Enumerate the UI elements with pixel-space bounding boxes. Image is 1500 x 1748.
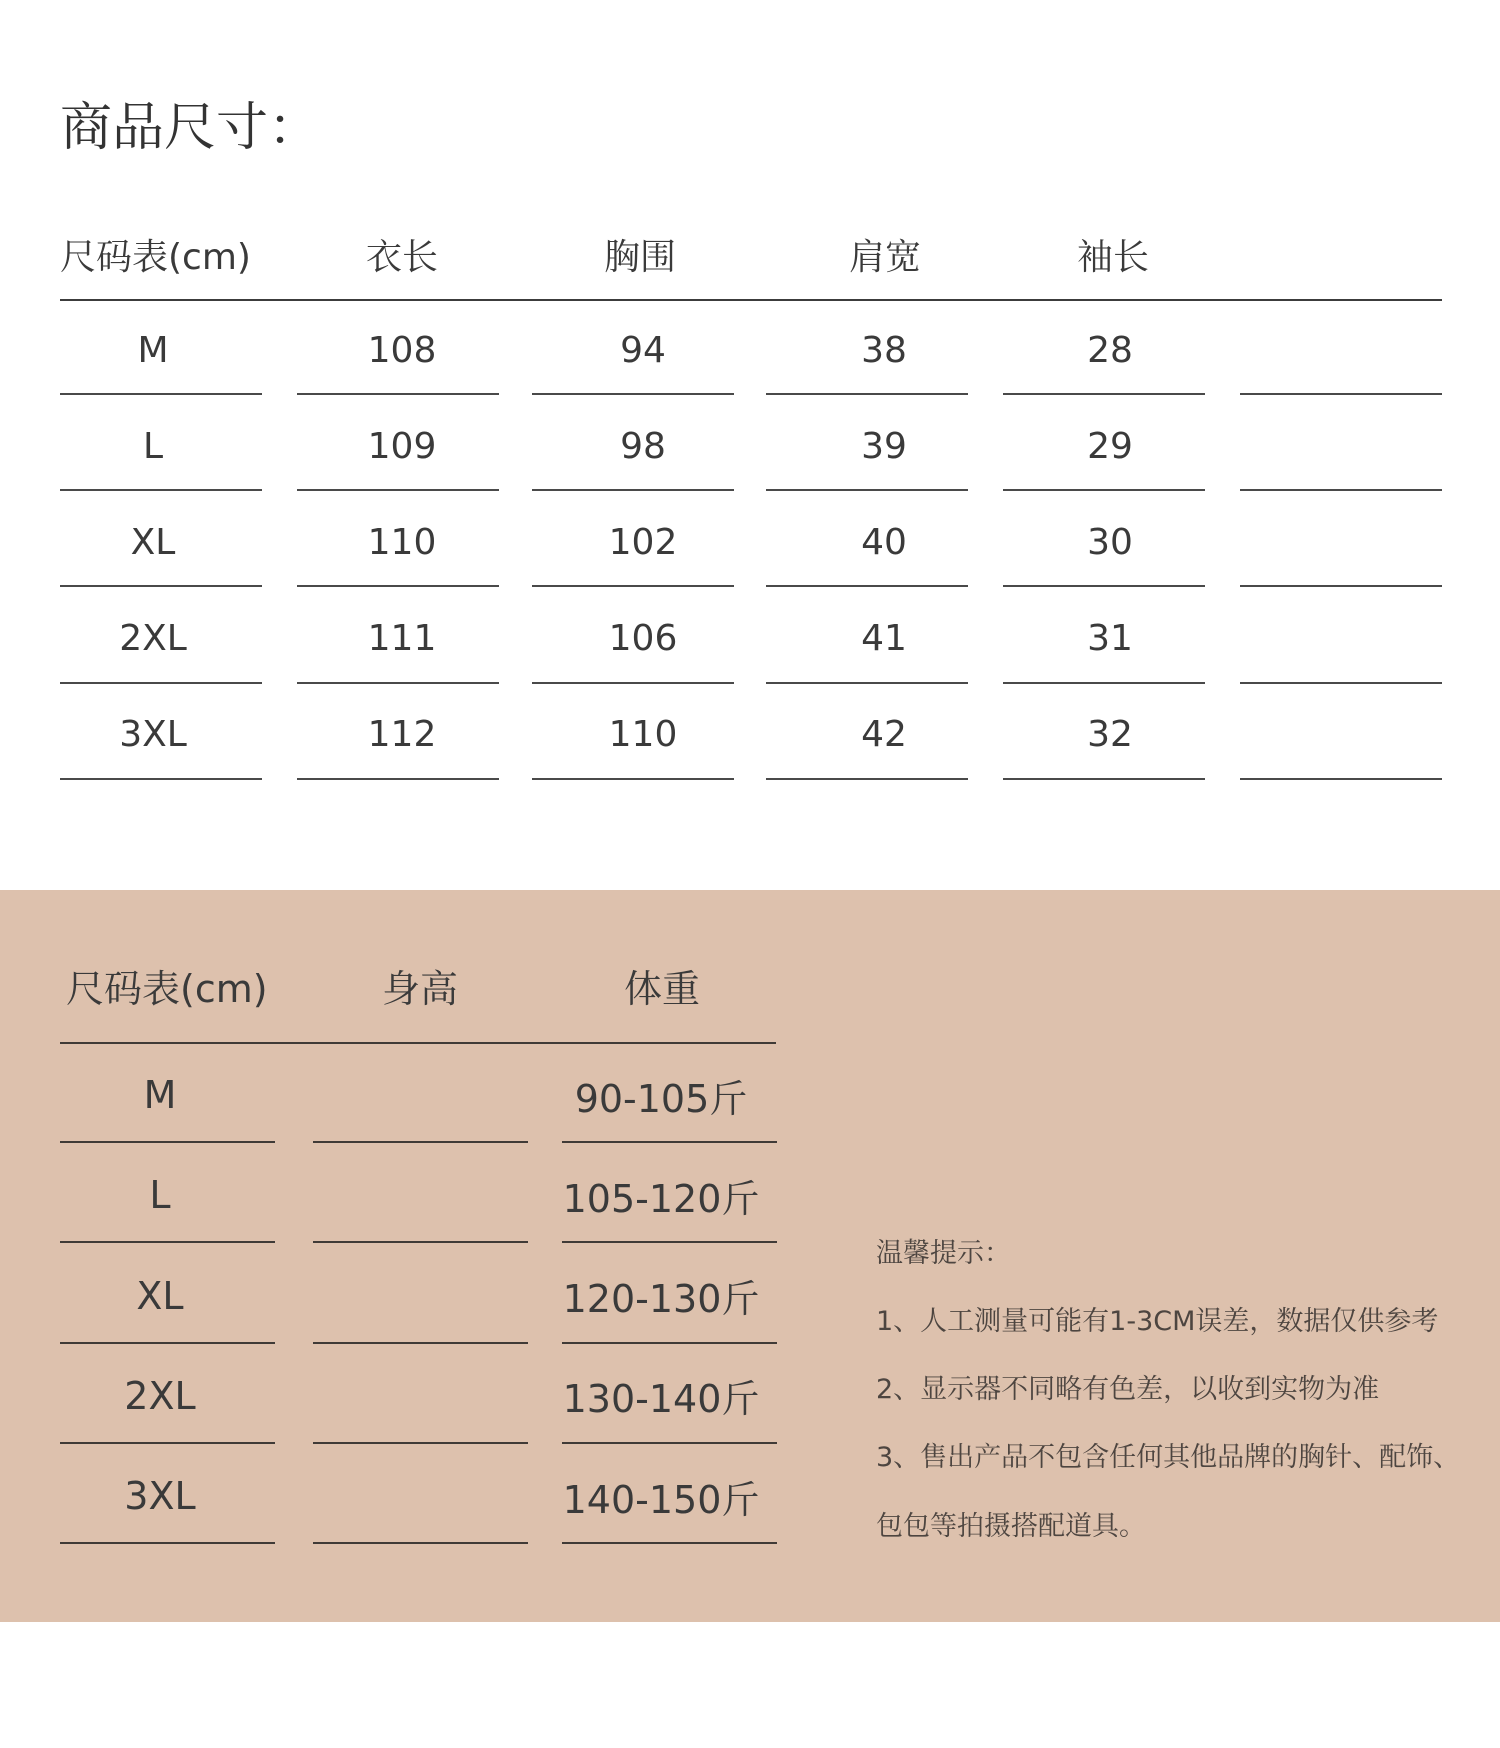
table2-header-weight: 体重 <box>623 966 700 1011</box>
table2-header-rule <box>60 1042 776 1044</box>
row-rule <box>766 585 968 587</box>
table2-cell: M <box>143 1073 177 1117</box>
row-rule <box>60 393 262 395</box>
row-rule <box>1003 585 1205 587</box>
table2-cell: XL <box>136 1273 184 1318</box>
table-cell: 31 <box>1087 618 1133 660</box>
table2-cell: 90-105斤 <box>574 1076 748 1121</box>
tips-heading: 温馨提示： <box>876 1238 1011 1269</box>
table2-cell <box>310 1264 530 1328</box>
row-rule <box>532 682 734 684</box>
row-rule <box>532 585 734 587</box>
table-header-shoulder: 肩宽 <box>848 236 921 278</box>
row-rule <box>297 778 499 780</box>
row-rule <box>297 682 499 684</box>
table-cell: 40 <box>861 521 907 563</box>
row-rule <box>562 1241 777 1243</box>
row-rule <box>313 1442 528 1444</box>
table-cell <box>1240 510 1440 574</box>
row-rule <box>60 489 262 491</box>
table-header-size: 尺码表(cm) <box>60 236 251 278</box>
table2-header-height: 身高 <box>381 966 458 1011</box>
row-rule <box>766 489 968 491</box>
row-rule <box>532 489 734 491</box>
row-rule <box>1240 778 1442 780</box>
table-header-length: 衣长 <box>365 236 438 278</box>
table-cell <box>1240 414 1440 478</box>
table2-cell <box>310 1464 530 1528</box>
table-cell: 2XL <box>119 618 187 660</box>
table-cell: 39 <box>861 425 907 467</box>
table-cell: 109 <box>367 425 437 467</box>
table-cell: 112 <box>367 714 437 756</box>
tips-line: 包包等拍摄搭配道具。 <box>876 1511 1146 1542</box>
row-rule <box>313 1241 528 1243</box>
table-cell: XL <box>130 521 176 563</box>
table-cell: 28 <box>1087 329 1133 371</box>
row-rule <box>1240 393 1442 395</box>
row-rule <box>297 585 499 587</box>
row-rule <box>766 393 968 395</box>
table-cell: 41 <box>861 618 907 660</box>
table-cell <box>1240 703 1440 767</box>
table-cell <box>1240 318 1440 382</box>
table2-cell: 130-140斤 <box>562 1377 760 1422</box>
tips-line: 1、人工测量可能有1-3CM误差，数据仅供参考 <box>876 1306 1439 1337</box>
row-rule <box>1003 682 1205 684</box>
row-rule <box>562 1442 777 1444</box>
table-cell: 42 <box>861 714 907 756</box>
table2-cell <box>310 1364 530 1428</box>
table-cell: 106 <box>608 618 678 660</box>
table2-cell: 140-150斤 <box>562 1477 760 1522</box>
table-header-sleeve: 袖长 <box>1076 236 1149 278</box>
table-cell: 30 <box>1087 521 1133 563</box>
row-rule <box>1003 393 1205 395</box>
table-cell: 98 <box>620 425 666 467</box>
row-rule <box>60 1442 275 1444</box>
table-cell: M <box>137 329 169 371</box>
table2-cell <box>310 1063 530 1127</box>
table-cell: 38 <box>861 329 907 371</box>
row-rule <box>766 682 968 684</box>
table-cell: 111 <box>367 618 437 660</box>
row-rule <box>60 585 262 587</box>
row-rule <box>1003 489 1205 491</box>
table-cell: L <box>142 425 164 467</box>
row-rule <box>60 1342 275 1344</box>
row-rule <box>313 1542 528 1544</box>
table-header-chest: 胸围 <box>603 236 676 278</box>
row-rule <box>60 1141 275 1143</box>
table-cell: 94 <box>620 329 666 371</box>
row-rule <box>60 1542 275 1544</box>
header-rule <box>60 299 1442 301</box>
table2-cell: L <box>149 1173 171 1218</box>
page-title: 商品尺寸： <box>60 98 321 158</box>
table-cell: 102 <box>608 521 678 563</box>
row-rule <box>1240 489 1442 491</box>
row-rule <box>1003 778 1205 780</box>
table2-header-size: 尺码表(cm) <box>66 966 268 1011</box>
row-rule <box>60 682 262 684</box>
table2-cell: 2XL <box>124 1373 196 1418</box>
table-cell <box>1240 607 1440 671</box>
table2-cell: 105-120斤 <box>562 1176 760 1221</box>
table-cell: 29 <box>1087 425 1133 467</box>
row-rule <box>313 1342 528 1344</box>
table-cell: 110 <box>367 521 437 563</box>
row-rule <box>532 778 734 780</box>
table-cell: 32 <box>1087 714 1133 756</box>
table2-cell: 3XL <box>124 1474 196 1519</box>
row-rule <box>297 393 499 395</box>
row-rule <box>532 393 734 395</box>
tips-line: 2、显示器不同略有色差，以收到实物为准 <box>876 1374 1380 1405</box>
table2-cell <box>310 1163 530 1227</box>
row-rule <box>60 1241 275 1243</box>
row-rule <box>766 778 968 780</box>
row-rule <box>562 1542 777 1544</box>
table-cell: 108 <box>367 329 437 371</box>
row-rule <box>60 778 262 780</box>
table2-cell: 120-130斤 <box>562 1277 760 1322</box>
table-cell: 110 <box>608 714 678 756</box>
row-rule <box>297 489 499 491</box>
row-rule <box>313 1141 528 1143</box>
row-rule <box>562 1141 777 1143</box>
table-cell: 3XL <box>119 714 187 756</box>
row-rule <box>562 1342 777 1344</box>
weight-chart-section <box>0 890 1500 1622</box>
row-rule <box>1240 682 1442 684</box>
tips-line: 3、售出产品不包含任何其他品牌的胸针、配饰、 <box>876 1442 1461 1473</box>
row-rule <box>1240 585 1442 587</box>
